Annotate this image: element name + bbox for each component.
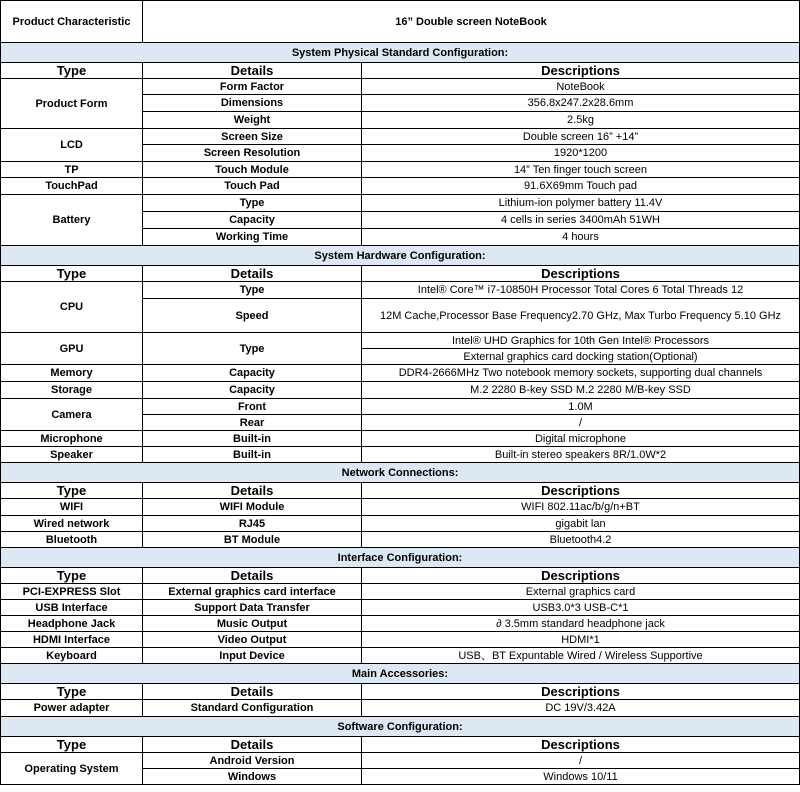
description-cell: WIFI 802.11ac/b/g/n+BT <box>362 499 800 516</box>
detail-cell: Type <box>143 282 362 299</box>
description-cell: 91.6X69mm Touch pad <box>362 178 800 195</box>
table-row <box>1 282 800 299</box>
description-cell: Double screen 16” +14” <box>362 129 800 145</box>
detail-cell: BT Module <box>143 532 362 548</box>
col-details: Details <box>143 684 362 700</box>
type-cell: Product Form <box>1 79 143 129</box>
section-interface-title: Interface Configuration: <box>1 548 800 568</box>
description-cell: 2.5kg <box>362 112 800 129</box>
column-header-row <box>1 483 800 499</box>
detail-cell: Working Time <box>143 229 362 246</box>
section-accessories-title: Main Accessories: <box>1 664 800 684</box>
table-row <box>1 447 800 463</box>
col-details: Details <box>143 737 362 753</box>
detail-cell: Screen Size <box>143 129 362 145</box>
col-type: Type <box>1 266 143 282</box>
header-row <box>1 1 800 43</box>
col-type: Type <box>1 568 143 584</box>
type-cell: LCD <box>1 129 143 162</box>
table-row <box>1 365 800 382</box>
description-cell: HDMI*1 <box>362 632 800 648</box>
detail-cell: Video Output <box>143 632 362 648</box>
table-row <box>1 516 800 532</box>
description-cell: NoteBook <box>362 79 800 95</box>
table-row <box>1 399 800 415</box>
table-row <box>1 632 800 648</box>
column-header-row <box>1 63 800 79</box>
description-cell: External graphics card <box>362 584 800 600</box>
description-cell: / <box>362 753 800 769</box>
col-details: Details <box>143 63 362 79</box>
type-cell: Headphone Jack <box>1 616 143 632</box>
column-header-row <box>1 684 800 700</box>
table-row <box>1 532 800 548</box>
table-row <box>1 129 800 145</box>
product-characteristic-label: Product Characteristic <box>1 1 143 43</box>
description-cell: Intel® UHD Graphics for 10th Gen Intel® Processors <box>362 333 800 349</box>
column-header-row <box>1 266 800 282</box>
detail-cell: Built-in <box>143 431 362 447</box>
description-cell: 1.0M <box>362 399 800 415</box>
description-cell: M.2 2280 B-key SSD M.2 2280 M/B-key SSD <box>362 382 800 399</box>
description-cell: DDR4-2666MHz Two notebook memory sockets, supporting dual channels <box>362 365 800 382</box>
type-cell: TP <box>1 162 143 178</box>
detail-cell: Touch Module <box>143 162 362 178</box>
detail-cell: Capacity <box>143 382 362 399</box>
detail-cell: Type <box>143 333 362 365</box>
description-cell: 356.8x247.2x28.6mm <box>362 95 800 112</box>
type-cell: Battery <box>1 195 143 246</box>
description-cell: 14” Ten finger touch screen <box>362 162 800 178</box>
detail-cell: Standard Configuration <box>143 700 362 717</box>
type-cell: HDMI Interface <box>1 632 143 648</box>
description-cell: / <box>362 415 800 431</box>
col-descriptions: Descriptions <box>362 266 800 282</box>
type-cell: CPU <box>1 282 143 333</box>
description-cell: Digital microphone <box>362 431 800 447</box>
detail-cell: Built-in <box>143 447 362 463</box>
description-cell: USB3.0*3 USB-C*1 <box>362 600 800 616</box>
col-descriptions: Descriptions <box>362 684 800 700</box>
type-cell: USB Interface <box>1 600 143 616</box>
table-row <box>1 382 800 399</box>
description-cell: 1920*1200 <box>362 145 800 162</box>
type-cell: Keyboard <box>1 648 143 664</box>
table-row <box>1 499 800 516</box>
col-descriptions: Descriptions <box>362 737 800 753</box>
description-cell: USB、BT Expuntable Wired / Wireless Supportive <box>362 648 800 664</box>
detail-cell: External graphics card interface <box>143 584 362 600</box>
product-title: 16” Double screen NoteBook <box>143 1 800 43</box>
detail-cell: Android Version <box>143 753 362 769</box>
type-cell: PCI-EXPRESS Slot <box>1 584 143 600</box>
type-cell: Bluetooth <box>1 532 143 548</box>
type-cell: Speaker <box>1 447 143 463</box>
description-cell: Built-in stereo speakers 8R/1.0W*2 <box>362 447 800 463</box>
col-details: Details <box>143 568 362 584</box>
detail-cell: Form Factor <box>143 79 362 95</box>
type-cell: Camera <box>1 399 143 431</box>
detail-cell: Dimensions <box>143 95 362 112</box>
description-cell: 4 cells in series 3400mAh 51WH <box>362 212 800 229</box>
section-physical-title: System Physical Standard Configuration: <box>1 43 800 63</box>
detail-cell: Rear <box>143 415 362 431</box>
detail-cell: Support Data Transfer <box>143 600 362 616</box>
type-cell: Wired network <box>1 516 143 532</box>
table-row <box>1 616 800 632</box>
col-type: Type <box>1 483 143 499</box>
description-cell: 4 hours <box>362 229 800 246</box>
table-row <box>1 700 800 717</box>
table-row <box>1 162 800 178</box>
description-cell: 12M Cache,Processor Base Frequency2.70 GHz, Max Turbo Frequency 5.10 GHz <box>362 299 800 333</box>
section-hardware-title: System Hardware Configuration: <box>1 246 800 266</box>
type-cell: Power adapter <box>1 700 143 717</box>
detail-cell: Touch Pad <box>143 178 362 195</box>
detail-cell: Capacity <box>143 365 362 382</box>
type-cell: Operating System <box>1 753 143 785</box>
type-cell: WIFI <box>1 499 143 516</box>
detail-cell: Type <box>143 195 362 212</box>
detail-cell: Screen Resolution <box>143 145 362 162</box>
type-cell: Storage <box>1 382 143 399</box>
col-descriptions: Descriptions <box>362 568 800 584</box>
detail-cell: WIFI Module <box>143 499 362 516</box>
section-network-title: Network Connections: <box>1 463 800 483</box>
description-cell: gigabit lan <box>362 516 800 532</box>
column-header-row <box>1 568 800 584</box>
type-cell: Microphone <box>1 431 143 447</box>
detail-cell: Capacity <box>143 212 362 229</box>
table-row <box>1 753 800 769</box>
section-software-title: Software Configuration: <box>1 717 800 737</box>
col-type: Type <box>1 63 143 79</box>
table-row <box>1 600 800 616</box>
type-cell: TouchPad <box>1 178 143 195</box>
description-cell: DC 19V/3.42A <box>362 700 800 717</box>
description-cell: Windows 10/11 <box>362 769 800 785</box>
detail-cell: Weight <box>143 112 362 129</box>
table-row <box>1 584 800 600</box>
description-cell: External graphics card docking station(Optional) <box>362 349 800 365</box>
table-row <box>1 333 800 349</box>
description-cell: Intel® Core™ i7-10850H Processor Total Cores 6 Total Threads 12 <box>362 282 800 299</box>
type-cell: GPU <box>1 333 143 365</box>
table-row <box>1 431 800 447</box>
column-header-row <box>1 737 800 753</box>
table-row <box>1 79 800 95</box>
description-cell: Lithium-ion polymer battery 11.4V <box>362 195 800 212</box>
detail-cell: Front <box>143 399 362 415</box>
col-details: Details <box>143 266 362 282</box>
type-cell: Memory <box>1 365 143 382</box>
col-descriptions: Descriptions <box>362 483 800 499</box>
col-details: Details <box>143 483 362 499</box>
col-descriptions: Descriptions <box>362 63 800 79</box>
table-row <box>1 195 800 212</box>
table-row <box>1 648 800 664</box>
table-row <box>1 178 800 195</box>
col-type: Type <box>1 684 143 700</box>
detail-cell: Speed <box>143 299 362 333</box>
detail-cell: Windows <box>143 769 362 785</box>
detail-cell: RJ45 <box>143 516 362 532</box>
col-type: Type <box>1 737 143 753</box>
description-cell: Bluetooth4.2 <box>362 532 800 548</box>
detail-cell: Music Output <box>143 616 362 632</box>
description-cell: ∂ 3.5mm standard headphone jack <box>362 616 800 632</box>
detail-cell: Input Device <box>143 648 362 664</box>
